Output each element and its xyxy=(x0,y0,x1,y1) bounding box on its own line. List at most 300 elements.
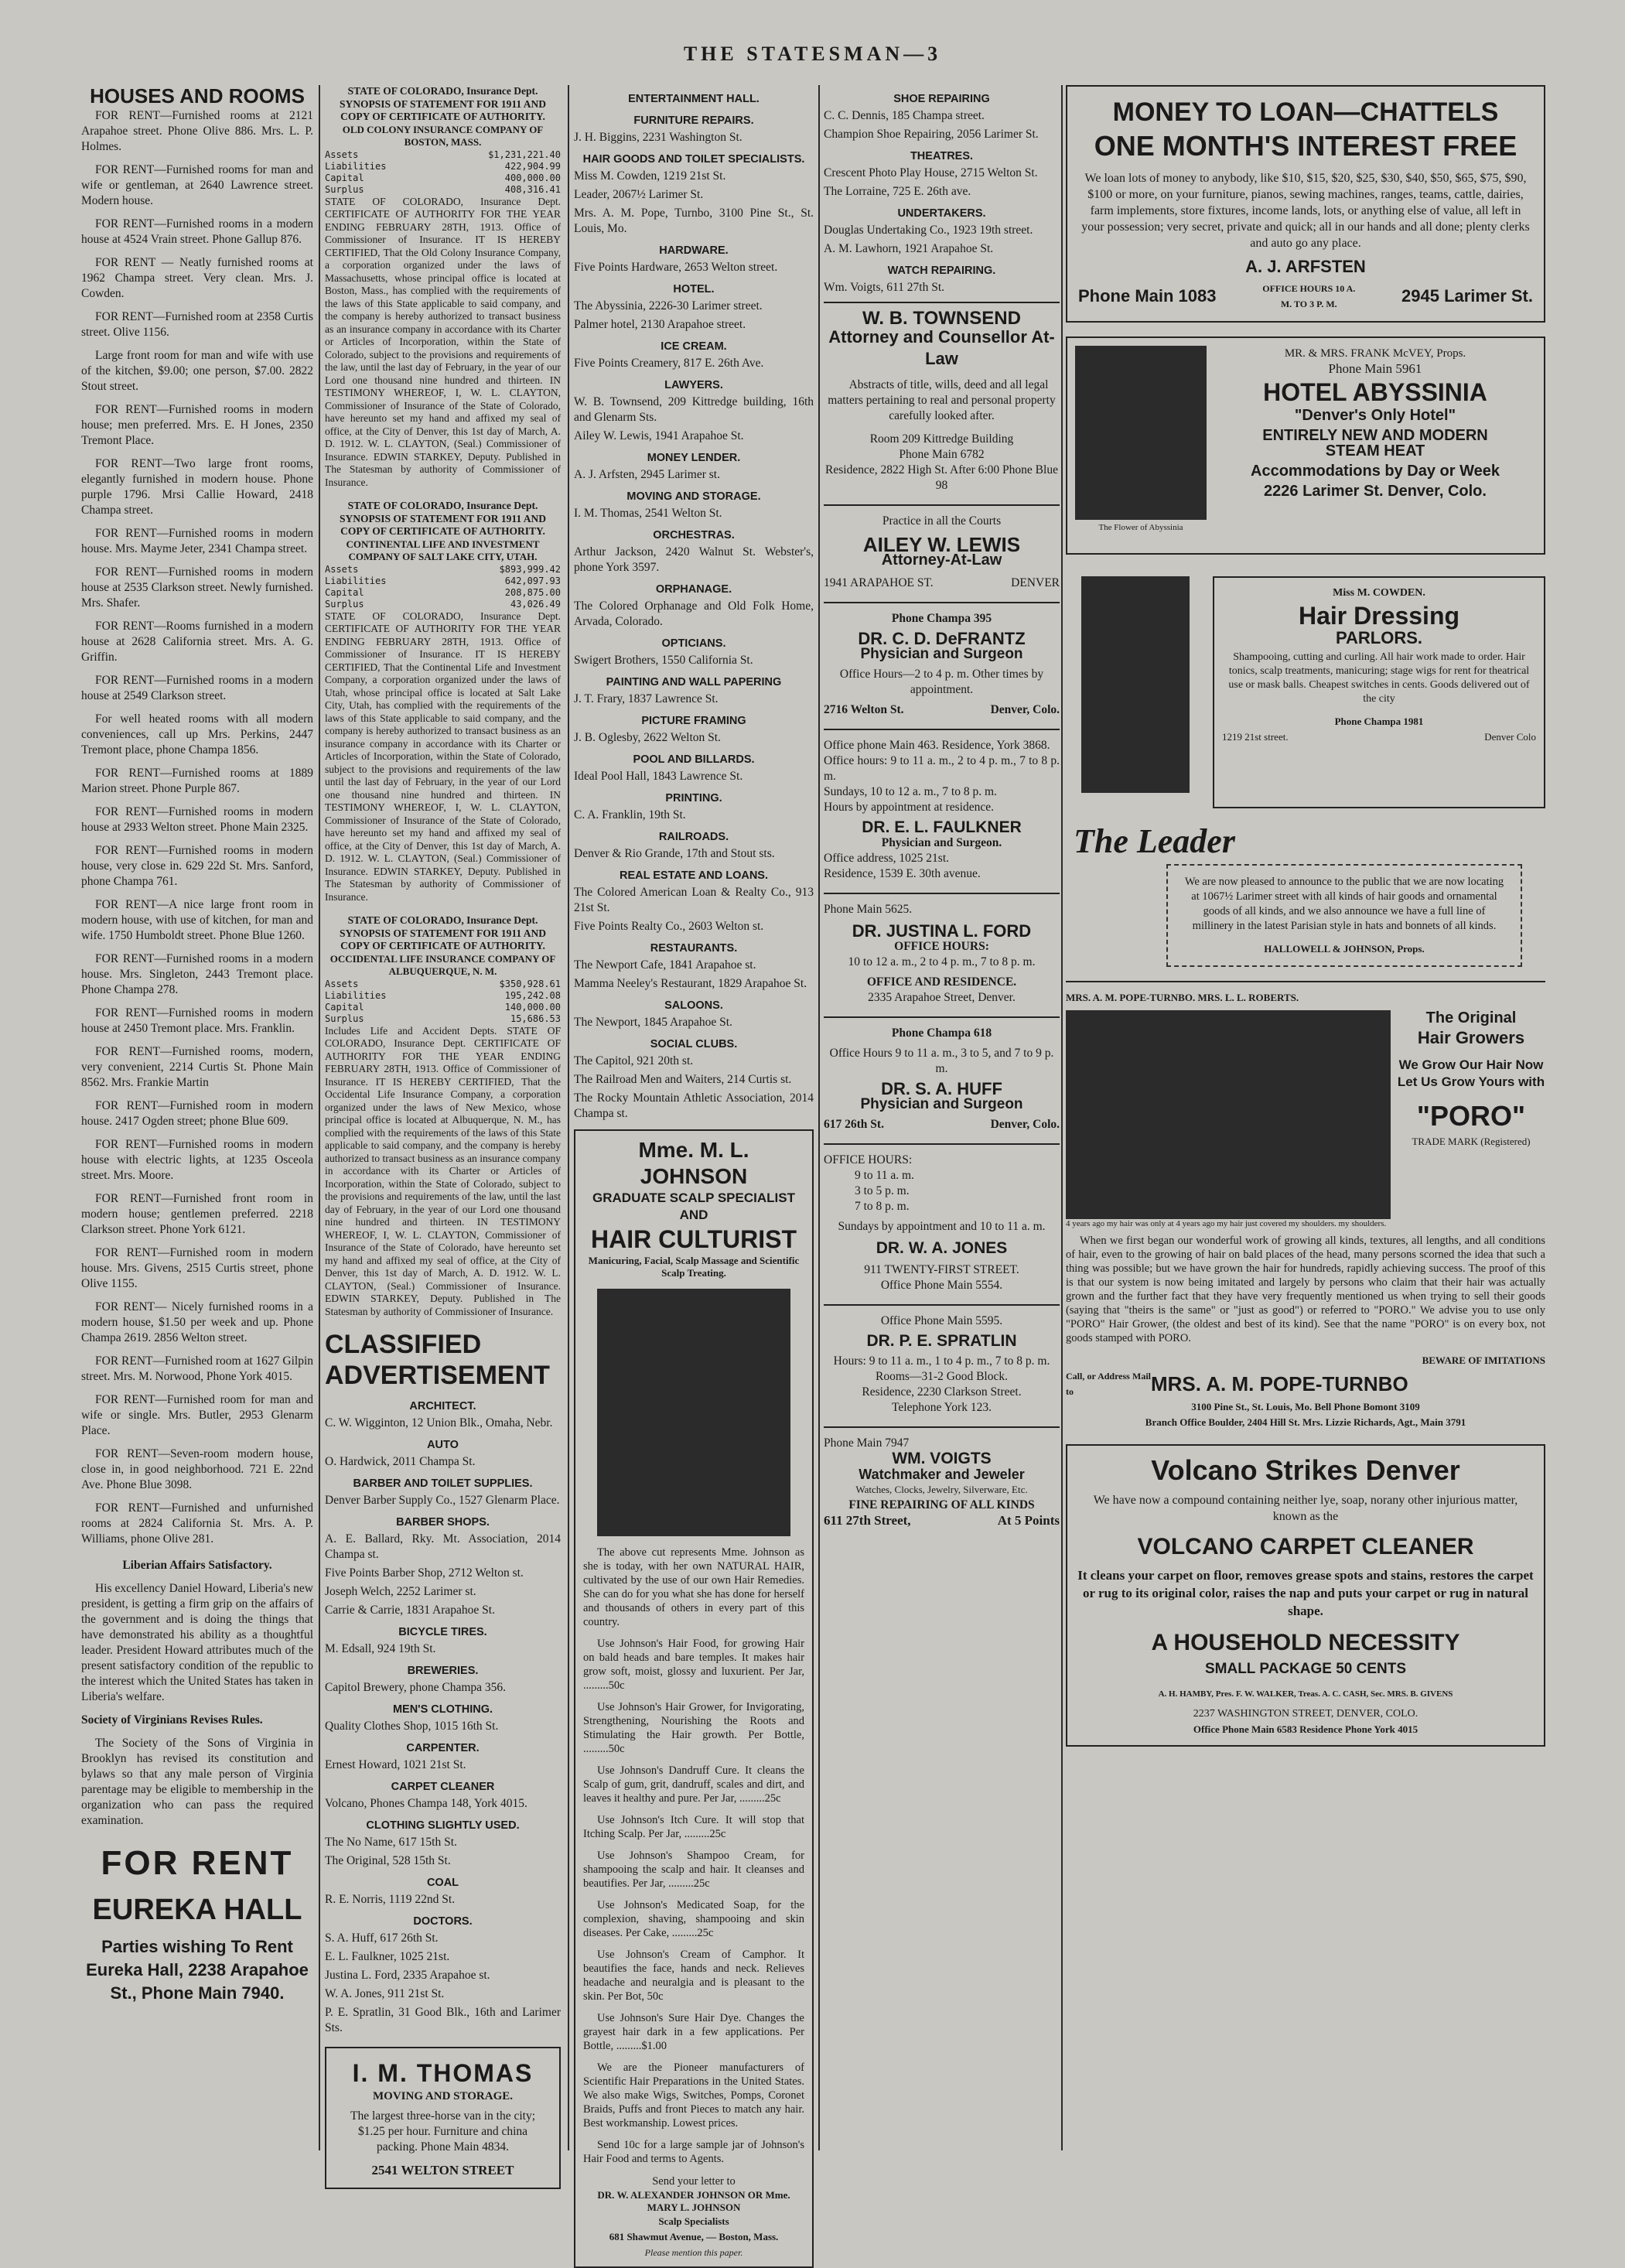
classified-item: Leader, 2067½ Larimer St. xyxy=(574,188,704,201)
voigts-addr: 611 27th Street, xyxy=(824,1513,911,1528)
poro-wegrow: We Grow Our Hair Now Let Us Grow Yours with xyxy=(1397,1057,1545,1089)
rental-ad: FOR RENT—Furnished front room in modern house; gentlemen preferred. 2218 Clarkson street. Phone York 6121. xyxy=(81,1192,313,1236)
classified-category: BICYCLE TIRES. xyxy=(398,1626,487,1638)
classified-item: A. J. Arfsten, 2945 Larimer st. xyxy=(574,468,720,481)
johnson-paragraph: Use Johnson's Hair Food, for growing Hair on bald heads and bare temples. It makes hair grow soft, moist, glossy and luxurient. Per Jar, .........50c xyxy=(583,1638,804,1692)
classified-category: HAIR GOODS AND TOILET SPECIALISTS. xyxy=(582,153,805,166)
hotel-tag: "Denver's Only Hotel" xyxy=(1294,407,1456,424)
classified-item: Ailey W. Lewis, 1941 Arapahoe St. xyxy=(574,429,744,442)
poro-turnbo: MRS. A. M. POPE-TURNBO xyxy=(1151,1372,1408,1395)
rental-ad: For well heated rooms with all modern conveniences, call up Mrs. Perkins, 2447 Tremont place, phone Champa 1856. xyxy=(81,712,313,757)
thomas-ad xyxy=(325,2047,561,2189)
poro-call: Call, or Address Mail to xyxy=(1066,1371,1151,1397)
column-professional-cards xyxy=(824,85,1060,2150)
classified-category: CARPENTER. xyxy=(406,1742,480,1754)
rental-ad: Large front room for man and wife with use of the kitchen, $9.00; one person, $7.00. 2822 Stout street. xyxy=(81,349,313,393)
rental-ad: FOR RENT—Furnished rooms, modern, very convenient, 2214 Curtis St. Phone Main 8562. Mrs. Frankie Martin xyxy=(81,1045,313,1089)
insurance-statement xyxy=(325,914,561,1318)
classified-list-continued xyxy=(574,91,814,1122)
classified-heading: CLASSIFIED ADVERTISEMENT xyxy=(325,1330,550,1390)
lewis-name: AILEY W. LEWIS xyxy=(862,533,1021,556)
johnson-addr2: 681 Shawmut Avenue, — Boston, Mass. xyxy=(609,2231,779,2242)
classified-category: AUTO xyxy=(427,1439,459,1451)
johnson-paragraph: Use Johnson's Itch Cure. It will stop that Itching Scalp. Per Jar, .........25c xyxy=(583,1814,804,1840)
figure-value: 43,026.49 xyxy=(510,598,561,610)
huff-card xyxy=(824,1016,1060,1132)
rental-ad: FOR RENT— Nicely furnished rooms in a modern house, $1.50 per week and up. Phone Champa 2619. 2856 Welton street. xyxy=(81,1300,313,1344)
voigts-loc: At 5 Points xyxy=(997,1513,1060,1528)
spratlin-phone: Office Phone Main 5595. xyxy=(880,1314,1003,1327)
classified-category: CLOTHING SLIGHTLY USED. xyxy=(366,1819,520,1832)
news-virginians-title: Society of Virginians Revises Rules. xyxy=(81,1713,263,1727)
faulkner-office: Office address, 1025 21st. xyxy=(824,852,950,865)
rental-ad: FOR RENT—Furnished room in modern house. Mrs. Givens, 2515 Curtis street, phone Olive 1155. xyxy=(81,1246,313,1290)
volcano-price: SMALL PACKAGE 50 CENTS xyxy=(1204,1661,1407,1677)
classified-item: W. B. Townsend, 209 Kittredge building, 16th and Glenarm Sts. xyxy=(574,395,814,424)
volcano-name: VOLCANO CARPET CLEANER xyxy=(1137,1534,1474,1559)
rental-ad: FOR RENT—Furnished rooms in modern house, very close in. 629 22d St. Mrs. Sanford, phone Champa 761. xyxy=(81,844,313,888)
lewis-title: Attorney-At-Law xyxy=(881,552,1002,569)
figure-label: Surplus xyxy=(325,598,364,610)
poro-branch: Branch Office Boulder, 2404 Hill St. Mrs. Lizzie Richards, Agt., Main 3791 xyxy=(1145,1416,1466,1428)
rental-ad: FOR RENT—Furnished rooms in modern house; men preferred. Mrs. E. H Jones, 2350 Tremont Place. xyxy=(81,403,313,447)
rental-ad: FOR RENT—Two large front rooms, elegantly furnished in modern house. Phone purple 1796. Mrsi Callie Howard, 2418 Champa street. xyxy=(81,457,313,517)
statement-figure-row xyxy=(325,599,561,610)
insurance-statements xyxy=(325,85,561,1318)
statement-company: CONTINENTAL LIFE AND INVESTMENT COMPANY OF SALT LAKE CITY, UTAH. xyxy=(346,538,540,562)
rental-ad: FOR RENT—Furnished and unfurnished rooms at 2824 California St. Mrs. A. P. Williams, phone Olive 281. xyxy=(81,1501,313,1546)
jones-h3: 7 to 8 p. m. xyxy=(855,1200,910,1213)
poro-original: The Original xyxy=(1425,1009,1517,1026)
leader-ad xyxy=(1066,822,1545,967)
classified-category: RAILROADS. xyxy=(658,831,729,843)
voigts-card xyxy=(824,1426,1060,1529)
cowden-title: Hair Dressing xyxy=(1298,602,1460,630)
huff-phone: Phone Champa 618 xyxy=(891,1026,992,1040)
classified-item: Justina L. Ford, 2335 Arapahoe st. xyxy=(325,1969,490,1982)
column-rule xyxy=(319,85,320,2150)
classified-item: Mamma Neeley's Restaurant, 1829 Arapahoe St. xyxy=(574,977,807,990)
volcano-phones: Office Phone Main 6583 Residence Phone York 4015 xyxy=(1193,1723,1418,1735)
cowden-city: Denver Colo xyxy=(1484,731,1536,743)
figure-value: 195,242.08 xyxy=(504,989,561,1001)
for-rent-heading: FOR RENT xyxy=(101,1844,294,1882)
statement-header: STATE OF COLORADO, Insurance Dept. SYNOPSIS OF STATEMENT FOR 1911 AND COPY OF CERTIFICATE OF AUTHORITY. xyxy=(340,85,546,122)
insurance-statement xyxy=(325,85,561,489)
classified-item: O. Hardwick, 2011 Champa St. xyxy=(325,1455,476,1468)
rental-ad: FOR RENT—Furnished room at 1627 Gilpin street. Mrs. M. Norwood, Phone York 4015. xyxy=(81,1354,314,1383)
huff-hours: Office Hours 9 to 11 a. m., 3 to 5, and 7 to 9 p. m. xyxy=(829,1047,1054,1075)
voigts-name: WM. VOIGTS xyxy=(892,1450,992,1467)
statement-company: OCCIDENTAL LIFE INSURANCE COMPANY OF ALBUQUERQUE, N. M. xyxy=(329,952,556,977)
classified-item: Denver & Rio Grande, 17th and Stout sts. xyxy=(574,847,775,860)
statement-header: STATE OF COLORADO, Insurance Dept. SYNOPSIS OF STATEMENT FOR 1911 AND COPY OF CERTIFICATE OF AUTHORITY. xyxy=(340,500,546,537)
cowden-photo xyxy=(1081,576,1190,793)
statement-figure-row xyxy=(325,576,561,587)
poro-growers: Hair Growers xyxy=(1417,1028,1525,1047)
classified-item: The Abyssinia, 2226-30 Larimer street. xyxy=(574,299,763,313)
classified-category: PAINTING AND WALL PAPERING xyxy=(606,676,782,688)
rental-ad: FOR RENT — Neatly furnished rooms at 1962 Champa street. Very clean. Mrs. J. Cowden. xyxy=(81,256,313,300)
hotel-photo xyxy=(1075,346,1207,520)
classified-category: COAL xyxy=(426,1877,459,1889)
poro-beware: BEWARE OF IMITATIONS xyxy=(1422,1354,1545,1366)
eureka-hall-heading: EUREKA HALL xyxy=(92,1894,302,1926)
loan-title1: MONEY TO LOAN—CHATTELS xyxy=(1112,97,1499,127)
poro-addr: 3100 Pine St., St. Louis, Mo. Bell Phone Bomont 3109 xyxy=(1191,1401,1420,1412)
classified-item: Five Points Realty Co., 2603 Welton st. xyxy=(574,920,764,933)
lewis-addr: 1941 ARAPAHOE ST. xyxy=(824,576,934,589)
townsend-body: Abstracts of title, wills, deed and all legal matters pertaining to real and personal property carefully looked after. xyxy=(828,378,1056,422)
cowden-phone: Phone Champa 1981 xyxy=(1334,716,1424,727)
defrantz-hours: Office Hours—2 to 4 p. m. Other times by appointment. xyxy=(839,668,1044,696)
figure-value: 400,000.00 xyxy=(504,172,561,183)
loan-ad xyxy=(1066,85,1545,323)
classified-item: C. C. Dennis, 185 Champa street. xyxy=(824,109,985,122)
classified-category: WATCH REPAIRING. xyxy=(887,265,996,277)
hotel-caption: The Flower of Abyssinia xyxy=(1098,523,1183,532)
classified-item: Five Points Hardware, 2653 Welton street. xyxy=(574,261,778,274)
rental-ad: FOR RENT—Seven-room modern house, close in, in good neighborhood. 721 E. 22nd Ave. Phone Blue 3098. xyxy=(81,1447,313,1491)
figure-value: 15,686.53 xyxy=(510,1013,561,1024)
johnson-paragraph: Use Johnson's Cream of Camphor. It beautifies the face, hands and neck. Relieves headache and neuralgia and is pleasant to the skin. Per Bot, 50c xyxy=(583,1949,804,2003)
classified-item: The Lorraine, 725 E. 26th ave. xyxy=(824,185,971,198)
johnson-send: Send your letter to xyxy=(652,2175,736,2188)
townsend-card xyxy=(824,302,1060,494)
classified-category: ICE CREAM. xyxy=(661,340,727,353)
classified-item: Miss M. Cowden, 1219 21st St. xyxy=(574,169,726,183)
figure-label: Surplus xyxy=(325,183,364,195)
column-classified-johnson xyxy=(574,85,814,2258)
johnson-note: Please mention this paper. xyxy=(644,2247,743,2258)
hotel-phone: Phone Main 5961 xyxy=(1328,361,1422,376)
classified-item: The Newport Cafe, 1841 Arapahoe st. xyxy=(574,958,756,972)
classified-category: SOCIAL CLUBS. xyxy=(650,1038,738,1050)
classified-item: W. A. Jones, 911 21st St. xyxy=(325,1987,445,2000)
statement-figure-row xyxy=(325,587,561,599)
spratlin-card xyxy=(824,1304,1060,1416)
loan-body: We loan lots of money to anybody, like $10, $15, $20, $25, $30, $40, $50, $65, $75, $90, $100 or more, on your furniture, pianos, sewing machines, ranges, teams, cattle, dairies, farm implements, store fixtures, income lands, lots, or anything else of value, all left in your possession; very secret, private and quick; all in our hands and all done; plenty clerks and auto go any place. xyxy=(1081,172,1530,250)
defrantz-title: Physician and Surgeon xyxy=(860,646,1023,662)
insurance-statement xyxy=(325,500,561,903)
hotel-ad xyxy=(1066,336,1545,555)
jones-hours-title: OFFICE HOURS: xyxy=(824,1153,913,1166)
classified-item: The Railroad Men and Waiters, 214 Curtis st. xyxy=(574,1073,792,1086)
column-display-ads xyxy=(1066,85,1545,2150)
classified-item: Quality Clothes Shop, 1015 16th St. xyxy=(325,1720,499,1733)
ford-hours-title: OFFICE HOURS: xyxy=(894,940,989,953)
classified-item: Ideal Pool Hall, 1843 Lawrence St. xyxy=(574,770,743,783)
hotel-name: HOTEL ABYSSINIA xyxy=(1263,378,1487,406)
column-insurance-classified xyxy=(325,85,561,2177)
rental-ad: FOR RENT—Furnished rooms at 2121 Arapahoe street. Phone Olive 886. Mrs. L. P. Holmes. xyxy=(81,109,313,153)
classified-item: Denver Barber Supply Co., 1527 Glenarm Place. xyxy=(325,1494,560,1507)
cowden-row xyxy=(1066,569,1545,808)
hotel-props: MR. & MRS. FRANK McVEY, Props. xyxy=(1284,347,1466,360)
classified-item: Joseph Welch, 2252 Larimer st. xyxy=(325,1585,476,1598)
classified-item: P. E. Spratlin, 31 Good Blk., 16th and Larimer Sts. xyxy=(325,2006,561,2034)
figure-label: Liabilities xyxy=(325,575,387,586)
statement-figure-row xyxy=(325,172,561,184)
johnson-title2: HAIR CULTURIST xyxy=(590,1225,797,1253)
jones-name: DR. W. A. JONES xyxy=(876,1239,1008,1257)
spratlin-res: Residence, 2230 Clarkson Street. xyxy=(862,1385,1022,1399)
classified-item: The Rocky Mountain Athletic Association, 2014 Champa st. xyxy=(574,1091,814,1120)
statement-figure-row xyxy=(325,184,561,196)
classified-category: RESTAURANTS. xyxy=(650,942,738,955)
volcano-body: It cleans your carpet on floor, removes grease spots and stains, restores the carpet or rug to its original color, raises the nap and puts your carpet or rug in natural shape. xyxy=(1077,1568,1534,1618)
figure-value: $1,231,221.40 xyxy=(488,149,561,160)
classified-item: The No Name, 617 15th St. xyxy=(325,1836,457,1849)
classified-category: SALOONS. xyxy=(664,999,723,1012)
hotel-line3: Accommodations by Day or Week xyxy=(1251,463,1500,480)
rental-ad: FOR RENT—Furnished rooms in a modern house at 4524 Vrain street. Phone Gallup 876. xyxy=(81,217,313,246)
classified-category: ARCHITECT. xyxy=(409,1400,476,1412)
rental-ad: FOR RENT—Furnished rooms in modern house with electric lights, at 1235 Osceola street. Mrs. Moore. xyxy=(81,1138,313,1182)
ford-office: OFFICE AND RESIDENCE. xyxy=(866,975,1017,989)
statement-figure-row xyxy=(325,161,561,172)
rental-ads-list xyxy=(81,108,313,1547)
defrantz-phone: Phone Champa 395 xyxy=(891,612,992,625)
rental-ad: FOR RENT—Furnished rooms for man and wife or gentleman, at 2640 Lawrence street. Modern house. xyxy=(81,163,313,207)
classified-category: DOCTORS. xyxy=(413,1915,473,1928)
loan-title2: ONE MONTH'S INTEREST FREE xyxy=(1094,130,1517,162)
faulkner-phone: Office phone Main 463. Residence, York 3868. xyxy=(824,739,1050,752)
jones-h1: 9 to 11 a. m. xyxy=(855,1169,914,1182)
classified-item: Wm. Voigts, 611 27th St. xyxy=(824,281,945,294)
defrantz-card xyxy=(824,602,1060,718)
classified-item: Arthur Jackson, 2420 Walnut St. Webster's, phone York 3597. xyxy=(574,545,814,574)
johnson-paragraph: The above cut represents Mme. Johnson as she is today, with her own NATURAL HAIR, cultivated by the use of our own Hair Remedies. She can do for you what she has done for herself and thousands of others in every part of this country. xyxy=(583,1546,804,1628)
loan-hours: OFFICE HOURS 10 A. M. TO 3 P. M. xyxy=(1262,283,1356,309)
cowden-name: Miss M. COWDEN. xyxy=(1333,587,1425,599)
rental-ad: FOR RENT—A nice large front room in modern house, with use of kitchen, for man and wife. 1750 Humboldt street. Phone Blue 1260. xyxy=(81,898,313,942)
johnson-paragraph: We are the Pioneer manufacturers of Scientific Hair Preparations in the United States. We also make Wigs, Switches, Pomps, Coronet Braids, Puffs and front Pieces to match any hair. Best workmanship. Lowest prices. xyxy=(583,2061,804,2130)
classified-item: E. L. Faulkner, 1025 21st. xyxy=(325,1950,450,1963)
statement-body: STATE OF COLORADO, Insurance Dept. CERTIFICATE OF AUTHORITY FOR THE YEAR ENDING FEBRUARY 28TH, 1913. Office of Commissioner of Insurance. IT IS HEREBY CERTIFIED, That the Continental Life and Investment Company, a corporation organized under the laws of Utah, whose principal office is located at Salt Lake City, Utah, has complied with the requirements of the laws of this State applicable to said company, and the company is hereby authorized to transact business as an insurance company in accordance with its Charter or Articles of Incorporation, within the State of Colorado, subject to the provisions and requirements of the law until the last day of February, in the year of our Lord one thousand nine hundred and thirteen. IN TESTIMONY WHEREOF, I, W. L. CLAYTON, Commissioner of Insurance of the State of Colorado, have hereunto set my hand and affixed my seal of office, at the City of Denver, this 1st day of March, A. D. 1912. W. L. CLAYTON, (Seal.) Commissioner of Insurance. EDWIN STARKEY, Deputy. Published in The Statesman by authority of Commissioner of Insurance. xyxy=(325,610,561,903)
leader-props: HALLOWELL & JOHNSON, Props. xyxy=(1264,943,1425,955)
johnson-paragraph: Use Johnson's Shampoo Cream, for shampooing the scalp and hair. It cleanses and beautifies. Per Jar, .........25c xyxy=(583,1850,804,1890)
classified-item: J. B. Oglesby, 2622 Welton St. xyxy=(574,731,721,744)
jones-addr: 911 TWENTY-FIRST STREET. xyxy=(864,1263,1019,1276)
loan-addr: 2945 Larimer St. xyxy=(1401,286,1533,306)
defrantz-addr: 2716 Welton St. xyxy=(824,703,904,716)
statement-body: STATE OF COLORADO, Insurance Dept. CERTIFICATE OF AUTHORITY FOR THE YEAR ENDING FEBRUARY 28TH, 1913. Office of Commissioner of Insurance. IT IS HEREBY CERTIFIED, That the Old Colony Insurance Company, a corporation organized under the laws of Massachusetts, whose principal office is located at Boston, Mass., has complied with the requirements of the laws of this State applicable to said company, and the company is hereby authorized to transact business as an insurance company in accordance with its Charter or Articles of Incorporation, within the State of Colorado, subject to the provisions and requirements of the law, until the last day of February, in the year of our Lord one thousand nine hundred and thirteen. IN TESTIMONY WHEREOF, I, W. L. CLAYTON, Commissioner of Insurance of the State of Colorado, have hereunto set my hand and affixed my seal of office, at the City of Denver, this 1st day of March, A. D. 1912. W. L. CLAYTON, (Seal.) Commissioner of Insurance. EDWIN STARKEY, Deputy. Published in The Statesman by authority of Commissioner of Insurance. xyxy=(325,195,561,488)
figure-value: $893,999.42 xyxy=(499,563,561,575)
cowden-sub: PARLORS. xyxy=(1335,628,1423,647)
rental-ad: FOR RENT—Furnished room in modern house. 2417 Ogden street; phone Blue 609. xyxy=(81,1099,313,1128)
classified-category: SHOE REPAIRING xyxy=(893,93,990,105)
classified-category: CARPET CLEANER xyxy=(391,1781,495,1793)
classified-item: Douglas Undertaking Co., 1923 19th street. xyxy=(824,224,1033,237)
lewis-card xyxy=(824,504,1060,591)
figure-value: 408,316.41 xyxy=(504,183,561,195)
classified-item: Capitol Brewery, phone Champa 356. xyxy=(325,1681,507,1694)
classified-item: Swigert Brothers, 1550 California St. xyxy=(574,654,753,667)
townsend-name: W. B. TOWNSEND xyxy=(862,308,1021,329)
figure-value: 642,097.93 xyxy=(504,575,561,586)
figure-label: Capital xyxy=(325,1001,364,1013)
classified-item: A. E. Ballard, Rky. Mt. Association, 2014 Champa st. xyxy=(325,1532,561,1561)
hotel-line2: STEAM HEAT xyxy=(1325,442,1425,459)
classified-item: R. E. Norris, 1119 22nd St. xyxy=(325,1893,456,1906)
classified-item: Five Points Barber Shop, 2712 Welton st. xyxy=(325,1566,524,1580)
loan-phone: Phone Main 1083 xyxy=(1078,286,1217,306)
classified-category: POOL AND BILLARDS. xyxy=(633,753,755,766)
volcano-officers: A. H. HAMBY, Pres. F. W. WALKER, Treas. A. C. CASH, Sec. MRS. B. GIVENS xyxy=(1158,1689,1453,1699)
news-virginians-body: The Society of the Sons of Virginia in Brooklyn has revised its constitution and bylaws so that any male person of Virginia parentage may be eligible to membership in the organization who can pass the required examination. xyxy=(81,1737,313,1827)
faulkner-hours: Office hours: 9 to 11 a. m., 2 to 4 p. m., 7 to 8 p. m. xyxy=(824,754,1060,783)
figure-label: Assets xyxy=(325,149,359,160)
spratlin-hours: Hours: 9 to 11 a. m., 1 to 4 p. m., 7 to 8 p. m. xyxy=(833,1354,1050,1368)
figure-label: Liabilities xyxy=(325,989,387,1001)
rental-ad: FOR RENT—Furnished rooms at 1889 Marion street. Phone Purple 867. xyxy=(81,767,313,795)
classified-category: BARBER AND TOILET SUPPLIES. xyxy=(353,1477,533,1490)
classified-item: Mrs. A. M. Pope, Turnbo, 3100 Pine St., St. Louis, Mo. xyxy=(574,207,814,235)
voigts-phone: Phone Main 7947 xyxy=(824,1436,910,1450)
statement-figure-row xyxy=(325,979,561,990)
statement-figure-row xyxy=(325,1002,561,1013)
hotel-addr: 2226 Larimer St. Denver, Colo. xyxy=(1264,483,1487,500)
voigts-goods: Watches, Clocks, Jewelry, Silverware, Etc. xyxy=(855,1484,1028,1495)
volcano-necessity: A HOUSEHOLD NECESSITY xyxy=(1151,1630,1460,1655)
classified-item: The Colored Orphanage and Old Folk Home, Arvada, Colorado. xyxy=(574,599,814,628)
poro-photos xyxy=(1066,1010,1391,1219)
cowden-body: Shampooing, cutting and curling. All hair work made to order. Hair tonics, scalp treatments, manicuring; stage wigs for rent for theatrical use or mask balls. Cheapest switches in cents. Goods delivered out of the city xyxy=(1228,651,1530,705)
classified-item: Crescent Photo Play House, 2715 Welton St. xyxy=(824,166,1038,179)
townsend-res: Residence, 2822 High St. After 6:00 Phone Blue 98 xyxy=(825,463,1058,492)
statement-figure-row xyxy=(325,149,561,161)
volcano-intro: We have now a compound containing neither lye, soap, norany other injurious matter, known as the xyxy=(1093,1494,1518,1523)
classified-category: PRINTING. xyxy=(665,792,722,804)
classified-category: ENTERTAINMENT HALL. xyxy=(628,93,760,105)
townsend-phone: Phone Main 6782 xyxy=(899,448,985,461)
statement-figure-row xyxy=(325,1013,561,1025)
classified-category: HARDWARE. xyxy=(659,244,729,257)
statement-figure-row xyxy=(325,564,561,576)
classified-item: The Newport, 1845 Arapahoe St. xyxy=(574,1016,732,1029)
leader-body: We are now pleased to announce to the public that we are now locating at 1067½ Larimer street with all kinds of hair goods and ornamental goods of all kinds, and we also announce we have a full line of millinery in the latest Parisian style in hats and bonnets of all kinds. xyxy=(1184,876,1504,932)
classified-item: Palmer hotel, 2130 Arapahoe street. xyxy=(574,318,746,331)
johnson-ad xyxy=(574,1129,814,2268)
classified-item: The Original, 528 15th St. xyxy=(325,1854,451,1867)
classified-item: I. M. Thomas, 2541 Welton St. xyxy=(574,507,722,520)
statement-header: STATE OF COLORADO, Insurance Dept. SYNOPSIS OF STATEMENT FOR 1911 AND COPY OF CERTIFICATE OF AUTHORITY. xyxy=(340,914,546,951)
classified-category: THEATRES. xyxy=(910,150,974,162)
rental-ad: FOR RENT—Furnished room for man and wife or single. Mrs. Butler, 2953 Glenarm Place. xyxy=(81,1393,313,1437)
classified-item: A. M. Lawhorn, 1921 Arapahoe St. xyxy=(824,242,994,255)
classified-category: PICTURE FRAMING xyxy=(641,715,746,727)
volcano-title: Volcano Strikes Denver xyxy=(1151,1454,1460,1486)
classified-item: C. A. Franklin, 19th St. xyxy=(574,808,686,821)
classified-item: S. A. Huff, 617 26th St. xyxy=(325,1932,439,1945)
classified-category: BARBER SHOPS. xyxy=(396,1516,490,1529)
townsend-title: Attorney and Counsellor At-Law xyxy=(828,327,1055,368)
classified-category: ORPHANAGE. xyxy=(655,583,732,596)
classified-item: Five Points Creamery, 817 E. 26th Ave. xyxy=(574,357,764,370)
classified-item: J. H. Biggins, 2231 Washington St. xyxy=(574,131,743,144)
classified-category: MEN'S CLOTHING. xyxy=(392,1703,493,1716)
cowden-ad xyxy=(1213,576,1545,808)
thomas-body: The largest three-horse van in the city; $1.25 per hour. Furniture and china packing. Phone Main 4834. xyxy=(350,2109,536,2154)
poro-tm: TRADE MARK (Registered) xyxy=(1412,1136,1531,1147)
defrantz-city: Denver, Colo. xyxy=(990,703,1060,716)
rental-ad: FOR RENT—Rooms furnished in a modern house at 2628 California street. Mrs. A. G. Griffin. xyxy=(81,620,313,664)
huff-addr: 617 26th St. xyxy=(824,1118,884,1131)
ford-phone: Phone Main 5625. xyxy=(824,903,913,916)
thomas-sub: MOVING AND STORAGE. xyxy=(373,2090,513,2102)
figure-label: Assets xyxy=(325,563,359,575)
johnson-portrait xyxy=(597,1289,790,1536)
johnson-addr1: DR. W. ALEXANDER JOHNSON OR Mme. MARY L. JOHNSON xyxy=(597,2189,790,2213)
figure-value: 422,904.99 xyxy=(504,160,561,172)
johnson-paragraph: Use Johnson's Dandruff Cure. It cleans the Scalp of gum, grit, dandruff, scales and dirt, and leaves it healthy and pure. Per Jar, .........25c xyxy=(583,1764,804,1805)
classified-item: Volcano, Phones Champa 148, York 4015. xyxy=(325,1797,527,1810)
jones-h2: 3 to 5 p. m. xyxy=(855,1184,910,1197)
masthead: THE STATESMAN—3 xyxy=(683,43,942,65)
ford-name: DR. JUSTINA L. FORD xyxy=(852,921,1032,941)
column-rule xyxy=(568,85,569,2150)
poro-body: When we first began our wonderful work of growing all kinds, textures, all lengths, and all conditions of hair, even to the growing of hair on bald places of the head, many persons scorned the idea that such a thing was possible; but we have grown the hair for hundreds, rapidly achieving success. The proof of this is that our system is now being imitated and largely by persons who claim that their hair was actually grown and the further fact that they have very frequently mentioned us when trying to sell their goods (saying that "theirs is the same" or "just as good") or referred to "PORO." We advise you to use only "PORO" Hair Grower, (the oldest and best of its kind). See that the name "PORO" is on every box, not goods stamped with PORO. xyxy=(1066,1235,1545,1344)
huff-city: Denver, Colo. xyxy=(990,1118,1060,1131)
statement-figure-row xyxy=(325,990,561,1002)
johnson-paragraph: Use Johnson's Sure Hair Dye. Changes the grayest hair dark in a few applications. Per Bottle, .........$1.00 xyxy=(583,2012,804,2052)
rental-ad: FOR RENT—Furnished room at 2358 Curtis street. Olive 1156. xyxy=(81,310,313,339)
classified-category: OPTICIANS. xyxy=(661,637,726,650)
poro-ad xyxy=(1066,981,1545,1430)
classified-item: C. W. Wigginton, 12 Union Blk., Omaha, Nebr. xyxy=(325,1416,553,1429)
rental-ad: FOR RENT—Furnished rooms in modern house. Mrs. Mayme Jeter, 2341 Champa street. xyxy=(81,527,313,555)
classified-category: UNDERTAKERS. xyxy=(897,207,986,220)
defrantz-name: DR. C. D. DeFRANTZ xyxy=(858,629,1026,648)
johnson-side: Scalp Specialists xyxy=(658,2215,729,2227)
column-rule xyxy=(818,85,820,2150)
figure-value: 208,875.00 xyxy=(504,586,561,598)
news-liberia-title: Liberian Affairs Satisfactory. xyxy=(122,1559,272,1572)
classified-item: The Capitol, 921 20th st. xyxy=(574,1054,694,1067)
rental-ad: FOR RENT—Furnished rooms in a modern house at 2549 Clarkson street. xyxy=(81,674,313,702)
classified-category: HOTEL. xyxy=(673,283,715,295)
johnson-name: Mme. M. L. JOHNSON xyxy=(638,1138,749,1188)
faulkner-card xyxy=(824,729,1060,882)
loan-name: A. J. ARFSTEN xyxy=(1245,257,1366,276)
lewis-practice: Practice in all the Courts xyxy=(882,514,1002,528)
cowden-addr: 1219 21st street. xyxy=(1222,731,1289,743)
faulkner-sun: Sundays, 10 to 12 a. m., 7 to 8 p. m. xyxy=(824,785,997,798)
leader-box xyxy=(1166,864,1522,967)
classified-list xyxy=(325,1399,561,2036)
townsend-room: Room 209 Kittredge Building xyxy=(869,432,1014,446)
figure-label: Surplus xyxy=(325,1013,364,1024)
johnson-paragraph: Use Johnson's Hair Grower, for Invigorating, Strengthening, Nourishing the Roots and Stimulating the Hair growth. Per Bottle, .........50c xyxy=(583,1701,804,1755)
rental-ad: FOR RENT—Furnished rooms in modern house at 2450 Tremont place. Mrs. Franklin. xyxy=(81,1006,313,1035)
figure-value: $350,928.61 xyxy=(499,978,561,989)
figure-label: Liabilities xyxy=(325,160,387,172)
faulkner-title: Physician and Surgeon. xyxy=(881,836,1002,849)
figure-value: 140,000.00 xyxy=(504,1001,561,1013)
jones-sun: Sundays by appointment and 10 to 11 a. m. xyxy=(838,1220,1046,1233)
ford-addr: 2335 Arapahoe Street, Denver. xyxy=(868,991,1016,1004)
lewis-city: DENVER xyxy=(1011,576,1060,589)
classified-category: ORCHESTRAS. xyxy=(653,529,735,541)
classified-item: The Colored American Loan & Realty Co., 913 21st St. xyxy=(574,886,814,914)
jones-phone: Office Phone Main 5554. xyxy=(880,1279,1003,1292)
thomas-name: I. M. THOMAS xyxy=(352,2059,534,2087)
classified-category: MONEY LENDER. xyxy=(647,452,741,464)
johnson-paragraph: Use Johnson's Medicated Soap, for the complexion, shaving, shampooing and skin diseases. Per Cake, .........25c xyxy=(583,1899,804,1939)
johnson-sub: Manicuring, Facial, Scalp Massage and Scientific Scalp Treating. xyxy=(588,1255,800,1279)
statement-body: Includes Life and Accident Depts. STATE OF COLORADO, Insurance Dept. CERTIFICATE OF AUTHORITY FOR THE YEAR ENDING FEBRUARY 28TH, 1913. Office of Commissioner of Insurance. IT IS HEREBY CERTIFIED, That the Occidental Life Insurance Company, a corporation organized under the laws of New Mexico, whose principal office is located at Albuquerque, N. M., has complied with the requirements of the laws of this State applicable to said company, and the company is hereby authorized to transact business as an insurance company in accordance with its Charter or Articles of Incorporation, within the State of Colorado, subject to the provisions and requirements of the law, until the last day of February, in the year of our Lord one thousand nine hundred and thirteen. IN TESTIMONY WHEREOF, I, W. L. CLAYTON, Commissioner of Insurance of the State of Colorado, have hereunto set my hand and affixed my seal of office, at the City of Denver, this 1st day of March, A. D. 1912. W. L. CLAYTON, (Seal.) Commissioner of Insurance. EDWIN STARKEY, Deputy. Published in The Statesman by authority of Commissioner of Insurance. xyxy=(325,1024,561,1317)
